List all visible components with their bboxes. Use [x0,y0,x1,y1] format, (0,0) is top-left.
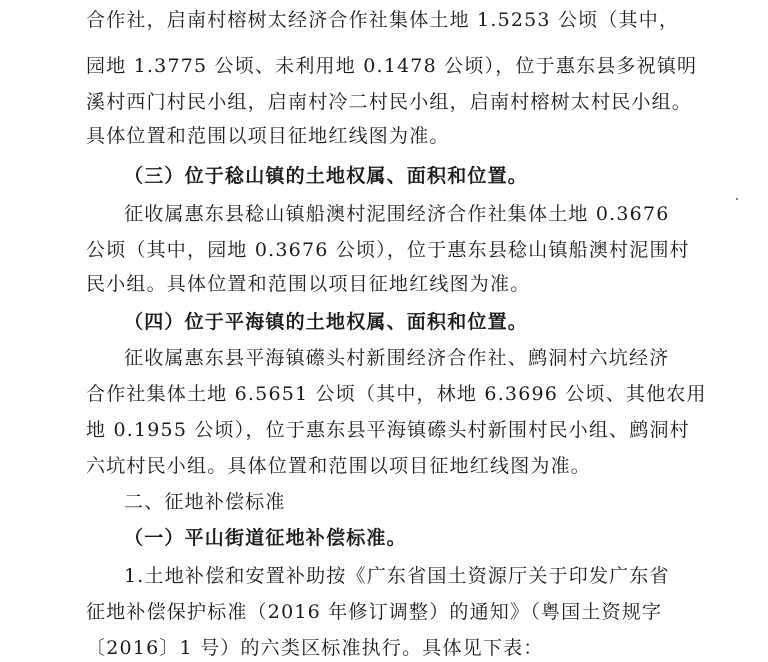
text-line-13: 六坑村民小组。具体位置和范围以项目征地红线图为准。 [86,455,592,477]
text-line-10: 征收属惠东县平海镇礤头村新围经济合作社、鹧洞村六坑经济 [124,347,670,369]
text-line-18: 〔2016〕1 号）的六类区标准执行。具体见下表： [86,637,544,659]
text-line-2: 园地 1.3775 公顷、未利用地 0.1478 公顷），位于惠东县多祝镇明 [86,55,698,77]
text-line-17: 征地补偿保护标准（2016 年修订调整）的通知》（粤国土资规字 [86,601,663,623]
text-line-7: 公顷（其中，园地 0.3676 公顷），位于惠东县稔山镇船澳村泥围村 [86,239,690,261]
section-heading-2: 二、征地补偿标准 [124,491,286,513]
text-line-6: 征收属惠东县稔山镇船澳村泥围经济合作社集体土地 0.3676 [124,203,670,225]
section-heading-3: （三）位于稔山镇的土地权属、面积和位置。 [124,165,529,187]
scan-speck [736,198,738,200]
text-line-8: 民小组。具体位置和范围以项目征地红线图为准。 [86,273,531,295]
text-line-4: 具体位置和范围以项目征地红线图为准。 [86,125,450,147]
subsection-heading-1: （一）平山街道征地补偿标准。 [124,527,407,549]
text-line-12: 地 0.1955 公顷），位于惠东县平海镇礤头村新围村民小组、鹧洞村 [86,419,690,441]
text-line-1: 合作社，启南村榕树太经济合作社集体土地 1.5253 公顷（其中， [86,9,680,31]
section-heading-4: （四）位于平海镇的土地权属、面积和位置。 [124,311,529,333]
text-line-3: 溪村西门村民小组，启南村冷二村民小组，启南村榕树太村民小组。 [86,91,693,113]
text-line-11: 合作社集体土地 6.5651 公顷（其中，林地 6.3696 公顷、其他农用 [86,383,707,405]
text-line-16: 1.土地补偿和安置补助按《广东省国土资源厅关于印发广东省 [124,565,670,587]
